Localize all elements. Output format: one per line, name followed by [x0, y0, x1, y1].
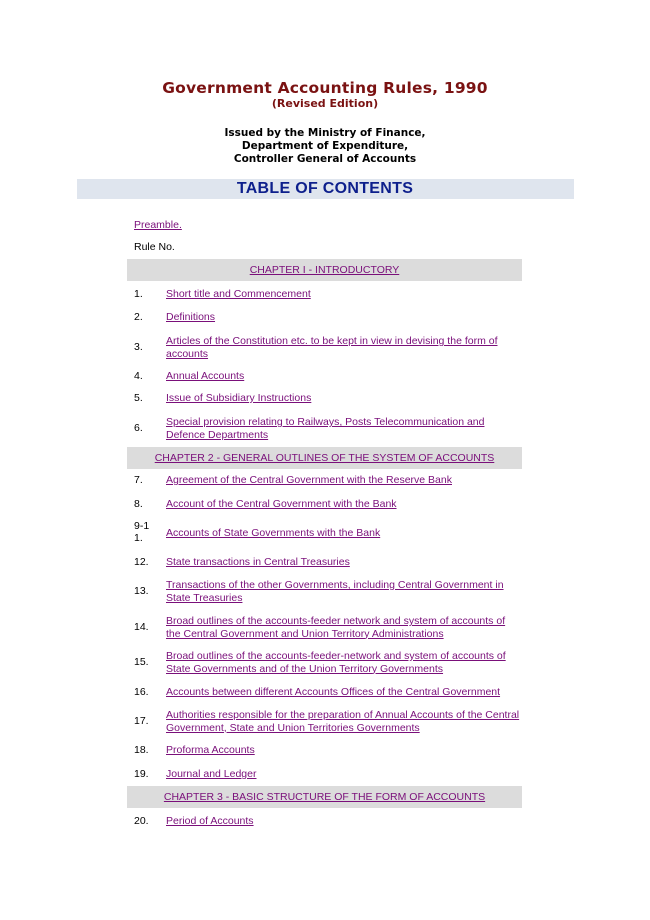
- issued-by-line-3: Controller General of Accounts: [233, 153, 417, 165]
- rule-number: 16.: [134, 686, 149, 698]
- rule-number: 1.: [134, 288, 143, 300]
- rule-link[interactable]: Account of the Central Government with the Bank: [166, 498, 397, 510]
- rule-link[interactable]: Transactions of the other Governments, including Central Government in State Treasuries: [166, 579, 504, 604]
- rule-number: 6.: [134, 422, 143, 434]
- rule-number: 14.: [134, 621, 149, 633]
- rule-link[interactable]: Period of Accounts: [166, 815, 254, 827]
- rule-link[interactable]: Broad outlines of the accounts-feeder network and system of accounts of the Central Government and Union Territory Administrations: [166, 615, 506, 640]
- rule-link[interactable]: Broad outlines of the accounts-feeder-network and system of accounts of State Governments and of the Union Territory Governments: [166, 650, 506, 675]
- rule-number: 2.: [134, 311, 143, 323]
- toc-heading: TABLE OF CONTENTS: [236, 180, 414, 197]
- rule-link[interactable]: Agreement of the Central Government with the Reserve Bank: [166, 474, 452, 486]
- rule-number: 3.: [134, 341, 143, 353]
- issued-by-line-1: Issued by the Ministry of Finance,: [224, 127, 426, 139]
- rule-link[interactable]: Proforma Accounts: [166, 744, 255, 756]
- rule-link[interactable]: Short title and Commencement: [166, 288, 311, 300]
- rule-number: 20.: [134, 815, 149, 827]
- rule-number: 8.: [134, 498, 143, 510]
- rule-number: 7.: [134, 474, 143, 486]
- rule-link[interactable]: Accounts between different Accounts Offices of the Central Government: [166, 686, 501, 698]
- rule-number: 5.: [134, 392, 143, 404]
- rule-number: 12.: [134, 556, 149, 568]
- document-title: Government Accounting Rules, 1990: [162, 79, 488, 97]
- preamble-link[interactable]: Preamble.: [134, 219, 182, 231]
- chapter-3-header: [127, 786, 522, 808]
- rule-link[interactable]: State transactions in Central Treasuries: [166, 556, 350, 568]
- rule-number: 17.: [134, 715, 149, 727]
- document-subtitle: (Revised Edition): [271, 97, 379, 110]
- chapter-1-header: [127, 259, 522, 281]
- rule-link[interactable]: Annual Accounts: [166, 370, 245, 382]
- rule-link[interactable]: Journal and Ledger: [166, 768, 257, 780]
- rule-link[interactable]: Issue of Subsidiary Instructions: [166, 392, 312, 404]
- rule-number: 19.: [134, 768, 149, 780]
- issued-by-line-2: Department of Expenditure,: [241, 140, 409, 152]
- chapter-2-header: [127, 447, 522, 469]
- rule-number: 4.: [134, 370, 143, 382]
- chapter-1-link[interactable]: CHAPTER I - INTRODUCTORY: [249, 264, 400, 276]
- chapter-2-link[interactable]: CHAPTER 2 - GENERAL OUTLINES OF THE SYSTEM OF ACCOUNTS: [154, 452, 495, 464]
- rule-no-label: Rule No.: [134, 241, 175, 253]
- rule-link[interactable]: Accounts of State Governments with the Bank: [166, 527, 381, 539]
- rule-number: 18.: [134, 744, 149, 756]
- rule-number: 15.: [134, 656, 149, 668]
- rule-link[interactable]: Articles of the Constitution etc. to be kept in view in devising the form of accounts: [166, 335, 498, 360]
- rule-link[interactable]: Definitions: [166, 311, 216, 323]
- chapter-3-link[interactable]: CHAPTER 3 - BASIC STRUCTURE OF THE FORM OF ACCOUNTS: [163, 791, 486, 803]
- rule-link[interactable]: Special provision relating to Railways, Posts Telecommunication and Defence Departments: [166, 416, 485, 441]
- rule-number: 13.: [134, 585, 149, 597]
- rule-link[interactable]: Authorities responsible for the preparation of Annual Accounts of the Central Government, State and Union Territories Governments: [166, 709, 520, 734]
- rule-number: 9-11.: [134, 520, 150, 544]
